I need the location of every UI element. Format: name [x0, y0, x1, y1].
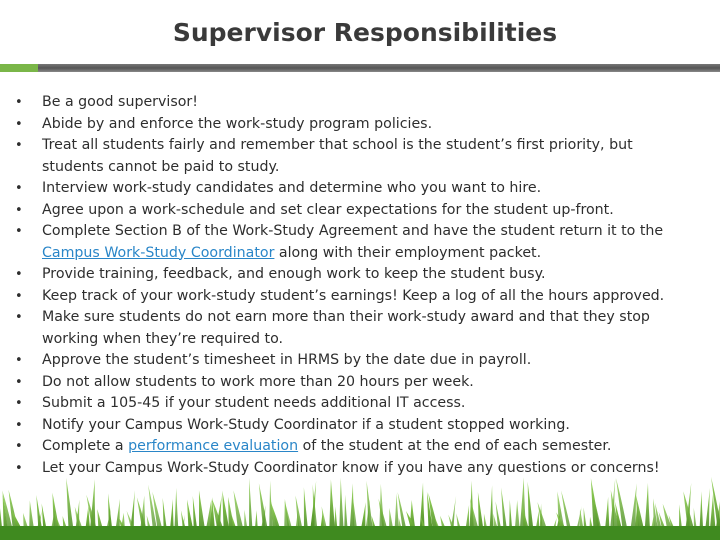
- list-item: • Keep track of your work-study student’s earnings! Keep a log of all the hours approved.: [15, 286, 705, 308]
- list-item: • Complete a performance evaluation of the student at the end of each semester.: [15, 436, 705, 458]
- divider-bar: [38, 64, 720, 72]
- list-item: • Agree upon a work-schedule and set clear expectations for the student up-front.: [15, 200, 705, 222]
- list-item: • Approve the student’s timesheet in HRMS by the date due in payroll.: [15, 350, 705, 372]
- list-item: • Do not allow students to work more than 20 hours per week.: [15, 372, 705, 394]
- list-item: • Abide by and enforce the work-study program policies.: [15, 114, 705, 136]
- responsibilities-list: [15, 92, 705, 479]
- list-item: • Be a good supervisor!: [15, 92, 705, 114]
- list-item: • Treat all students fairly and remember that school is the student’s first priority, but students cannot be paid to study.: [15, 135, 705, 178]
- slide-title: Supervisor Responsibilities: [172, 18, 558, 47]
- title-divider: [0, 64, 720, 72]
- list-item: • Provide training, feedback, and enough work to keep the student busy.: [15, 264, 705, 286]
- performance-evaluation-link[interactable]: performance evaluation: [128, 438, 299, 454]
- coordinator-link[interactable]: Campus Work-Study Coordinator: [42, 244, 275, 261]
- list-item: • Make sure students do not earn more than their work-study award and that they stop working when they’re required to.: [15, 307, 705, 350]
- list-item: • Let your Campus Work-Study Coordinator know if you have any questions or concerns!: [15, 458, 705, 480]
- list-item: • Notify your Campus Work-Study Coordinator if a student stopped working.: [15, 415, 705, 437]
- list-item: • Submit a 105-45 if your student needs additional IT access.: [15, 393, 705, 415]
- list-item: • Interview work-study candidates and determine who you want to hire.: [15, 178, 705, 200]
- list-item: • Complete Section B of the Work-Study Agreement and have the student return it to the Campus Work-Study Coordinator along with their employment packet.: [15, 221, 705, 264]
- divider-accent: [0, 64, 38, 72]
- grass-border-icon: [0, 468, 720, 540]
